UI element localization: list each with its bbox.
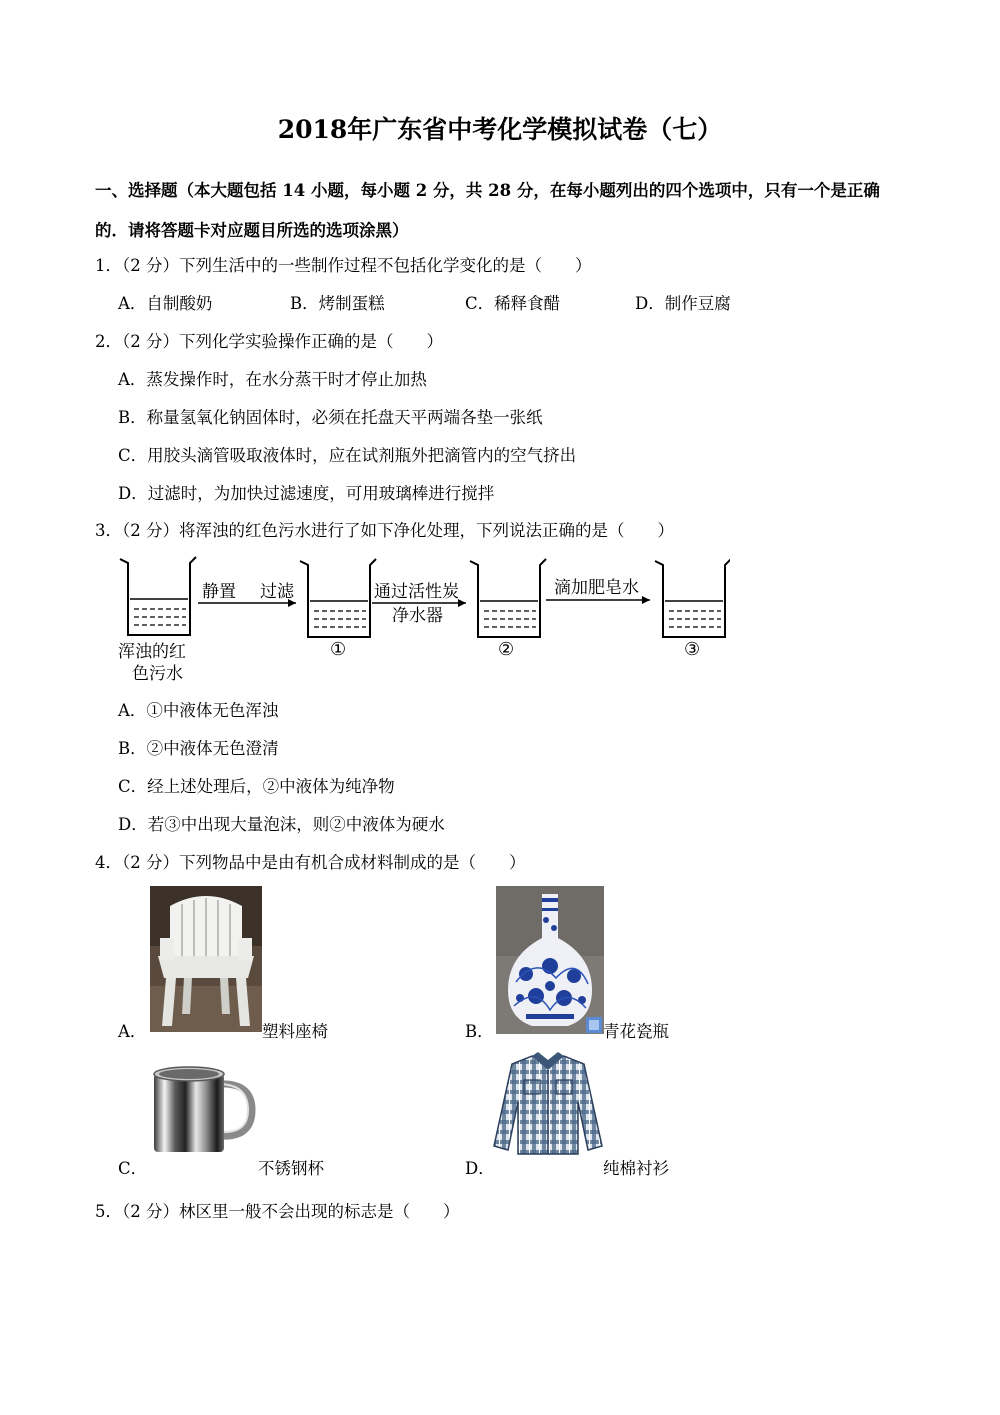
beaker-2-label: ② [498, 639, 515, 660]
q2-option-b: B．称量氢氧化钠固体时，必须在托盘天平两端各垫一张纸 [118, 408, 543, 427]
arrow1-label-filter: 过滤 [260, 582, 294, 602]
question-1-stem: 1．（2 分）下列生活中的一些制作过程不包括化学变化的是（ ） [95, 256, 592, 275]
beaker0-label-line2: 色污水 [132, 664, 183, 684]
beaker0-label-line1: 浑浊的红 [118, 642, 186, 662]
section-heading-line2: 的．请将答题卡对应题目所选的选项涂黑） [95, 221, 409, 240]
question-4-stem: 4．（2 分）下列物品中是由有机合成材料制成的是（ ） [95, 853, 526, 872]
section-heading-line1: 一、选择题（本大题包括 14 小题，每小题 2 分，共 28 分，在每小题列出的四个选项中，只有一个是正确 [95, 181, 880, 200]
q4-option-c-caption: 不锈钢杯 [258, 1159, 324, 1178]
q1-option-d: D．制作豆腐 [635, 294, 731, 313]
q2-option-d: D．过滤时，为加快过滤速度，可用玻璃棒进行搅拌 [118, 484, 495, 503]
q3-option-a: A．①中液体无色浑浊 [118, 701, 279, 720]
q3-option-c: C．经上述处理后，②中液体为纯净物 [118, 777, 395, 796]
q1-option-c: C．稀释食醋 [465, 294, 561, 313]
page-title: 2018年广东省中考化学模拟试卷（七） [277, 115, 723, 144]
arrow2-label-top: 通过活性炭 [374, 582, 459, 602]
q2-option-a: A．蒸发操作时，在水分蒸干时才停止加热 [118, 370, 427, 389]
q4-option-d-letter: D． [465, 1159, 495, 1178]
q4-option-c-letter: C． [118, 1159, 148, 1178]
beaker-muddy-water [120, 557, 196, 635]
beaker-3 [655, 559, 730, 637]
q4-option-b-caption: 青花瓷瓶 [603, 1022, 669, 1041]
q4-option-d-caption: 纯棉衬衫 [603, 1159, 669, 1178]
q1-option-b: B．烤制蛋糕 [290, 294, 385, 313]
vase-thumbnail-icon [586, 1017, 602, 1033]
question-5-stem: 5．（2 分）林区里一般不会出现的标志是（ ） [95, 1202, 460, 1221]
q3-option-b: B．②中液体无色澄清 [118, 739, 279, 758]
water-purification-diagram [110, 545, 730, 690]
steel-cup-photo [148, 1062, 258, 1158]
q1-option-a: A．自制酸奶 [118, 294, 213, 313]
q4-option-a-caption: 塑料座椅 [262, 1022, 328, 1041]
beaker-1 [300, 559, 376, 637]
beaker-3-label: ③ [684, 639, 701, 660]
arrow3-label: 滴加肥皂水 [554, 578, 639, 598]
cotton-shirt-photo [492, 1050, 604, 1156]
question-2-stem: 2．（2 分）下列化学实验操作正确的是（ ） [95, 332, 443, 351]
porcelain-vase-photo [496, 886, 604, 1034]
arrow1-label-standing: 静置 [202, 582, 236, 602]
beaker-1-label: ① [330, 639, 347, 660]
plastic-chair-photo [150, 886, 262, 1032]
question-3-stem: 3．（2 分）将浑浊的红色污水进行了如下净化处理，下列说法正确的是（ ） [95, 521, 674, 540]
q2-option-c: C．用胶头滴管吸取液体时，应在试剂瓶外把滴管内的空气挤出 [118, 446, 577, 465]
q4-option-b-letter: B． [465, 1022, 494, 1041]
arrow2-label-bottom: 净水器 [392, 606, 443, 626]
beaker-2 [470, 559, 546, 637]
q4-option-a-letter: A． [118, 1022, 147, 1041]
q3-option-d: D．若③中出现大量泡沫，则②中液体为硬水 [118, 815, 445, 834]
